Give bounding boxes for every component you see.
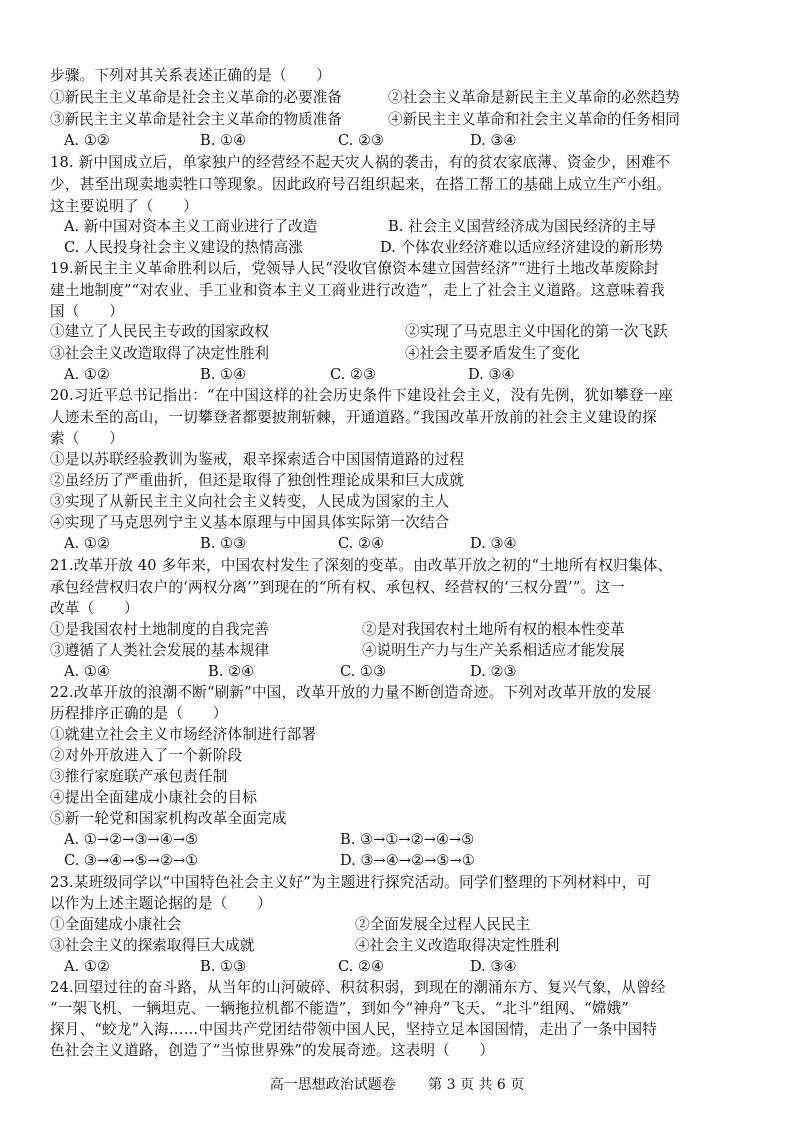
q17-choice-d: D. ③④ <box>470 132 517 149</box>
q23-opt4: ④社会主义改造取得决定性胜利 <box>355 937 560 954</box>
q21-line3: 改革（ ） <box>50 600 139 617</box>
q20-choice-b: B. ①③ <box>200 535 247 552</box>
q20-choice-c: C. ②④ <box>338 535 385 552</box>
q21-opt2: ②是对我国农村土地所有权的根本性变革 <box>362 621 625 638</box>
q17-opt4: ④新民主主义革命和社会主义革命的任务相同 <box>388 111 680 128</box>
q20-choice-a: A. ①② <box>64 535 110 552</box>
q24-line1: 24.回望过往的奋斗路，从当年的山河破碎、积贫积弱，到现在的潮涌东方、复兴气象，从曾经 <box>50 979 666 996</box>
q17-opt2: ②社会主义革命是新民主主义革命的必然趋势 <box>388 89 680 106</box>
q22-opt3: ③推行家庭联产承包责任制 <box>50 768 228 785</box>
q21-choice-d: D. ②③ <box>470 663 517 680</box>
q20-line1: 20.习近平总书记指出：“在中国这样的社会历史条件下建设社会主义，没有先例，犹如攀登一座 <box>50 387 674 404</box>
q19-opt4: ④社会主要矛盾发生了变化 <box>405 345 581 362</box>
q23-line1: 23.某班级同学以“中国特色社会主义好”为主题进行探究活动。同学们整理的下列材料中，可 <box>50 874 652 891</box>
footer-page-number: 第 3 页 共 6 页 <box>428 1077 525 1093</box>
q18-choice-c: C. 人民投身社会主义建设的热情高涨 <box>64 239 303 256</box>
q22-opt4: ④提出全面建成小康社会的目标 <box>50 789 258 806</box>
q23-opt2: ②全面发展全过程人民民主 <box>355 916 531 933</box>
q23-choice-a: A. ①② <box>64 958 110 975</box>
q23-opt1: ①全面建成小康社会 <box>50 916 182 933</box>
q17-choice-c: C. ②③ <box>338 132 385 149</box>
q23-choice-c: C. ②④ <box>338 958 385 975</box>
q22-choice-b: B. ③→①→②→④→⑤ <box>340 831 475 848</box>
q19-opt3: ③社会主义改造取得了决定性胜利 <box>50 345 269 362</box>
q20-opt4: ④实现了马克思列宁主义基本原理与中国具体实际第一次结合 <box>50 514 450 531</box>
q20-line3: 索（ ） <box>50 430 124 447</box>
q19-line3: 国（ ） <box>50 303 124 320</box>
q21-line1: 21.改革开放 40 多年来，中国农村发生了深刻的变革。由改革开放之初的“土地所有权归集体、 <box>50 557 673 574</box>
q20-opt3: ③实现了从新民主主义向社会主义转变，人民成为国家的主人 <box>50 493 450 510</box>
q24-line4: 色社会主义道路，创造了“当惊世界殊”的发展奇迹。这表明（ ） <box>50 1042 495 1059</box>
q17-opt1: ①新民主主义革命是社会主义革命的必要准备 <box>50 89 342 106</box>
page-footer <box>0 1074 794 1094</box>
q19-choice-d: D. ③④ <box>468 366 515 383</box>
q20-opt1: ①是以苏联经验教训为鉴戒，艰辛探索适合中国国情道路的过程 <box>50 451 465 468</box>
q23-choice-d: D. ③④ <box>470 958 517 975</box>
q18-line2: 少，甚至出现卖地卖牲口等现象。因此政府号召组织起来，在搭工帮工的基础上成立生产小组。 <box>50 176 672 193</box>
q23-line2: 以作为上述主题论据的是（ ） <box>50 895 272 912</box>
q21-choice-a: A. ①④ <box>64 663 110 680</box>
q17-opt3: ③新民主主义革命是社会主义革命的物质准备 <box>50 111 342 128</box>
q18-choice-b: B. 社会主义国营经济成为国民经济的主导 <box>388 218 657 235</box>
q19-choice-b: B. ①④ <box>200 366 247 383</box>
q21-choice-b: B. ②④ <box>208 663 255 680</box>
q24-line2: “一架飞机、一辆坦克、一辆拖拉机都不能造”，到如今“神舟”飞天、“北斗”组网、“嫦娥” <box>50 1000 630 1017</box>
q22-opt1: ①就建立社会主义市场经济体制进行部署 <box>50 726 317 743</box>
q17-choice-b: B. ①④ <box>200 132 247 149</box>
q21-choice-c: C. ①③ <box>340 663 387 680</box>
q23-choice-b: B. ①③ <box>200 958 247 975</box>
q19-line2: 建土地制度”“对农业、手工业和资本主义工商业进行改造”，走上了社会主义道路。这意味着我 <box>50 282 665 299</box>
q18-choice-a: A. 新中国对资本主义工商业进行了改造 <box>64 218 318 235</box>
q21-opt1: ①是我国农村土地制度的自我完善 <box>50 621 269 638</box>
q22-opt5: ⑤新一轮党和国家机构改革全面完成 <box>50 810 287 827</box>
q19-choice-a: A. ①② <box>64 366 110 383</box>
q22-choice-a: A. ①→②→③→④→⑤ <box>64 831 199 848</box>
q22-choice-d: D. ③→④→②→⑤→① <box>340 852 475 869</box>
q24-line3: 探月、“蛟龙”入海……中国共产党团结带领中国人民，坚持立足本国国情，走出了一条中国特 <box>50 1021 658 1038</box>
q22-line2: 历程排序正确的是（ ） <box>50 705 228 722</box>
q18-line3: 这主要说明了（ ） <box>50 198 198 215</box>
footer-exam-title: 高一思想政治试题卷 <box>269 1077 396 1093</box>
q21-opt3: ③遵循了人类社会发展的基本规律 <box>50 642 269 659</box>
q22-choice-c: C. ③→④→⑤→②→① <box>64 852 199 869</box>
q20-choice-d: D. ③④ <box>470 535 517 552</box>
q21-line2: 承包经营权归农户的‘两权分离’”到现在的“所有权、承包权、经营权的‘三权分置’”。这一 <box>50 579 625 596</box>
q19-choice-c: C. ②③ <box>330 366 377 383</box>
q17-choice-a: A. ①② <box>64 132 110 149</box>
q19-opt2: ②实现了马克思主义中国化的第一次飞跃 <box>405 323 668 340</box>
q19-line1: 19.新民主主义革命胜利以后，党领导人民“没收官僚资本建立国营经济”“进行土地改革废除封 <box>50 260 659 277</box>
q22-line1: 22.改革开放的浪潮不断“刷新”中国，改革开放的力量不断创造奇迹。下列对改革开放的发展 <box>50 684 652 701</box>
q20-line2: 人迹未至的高山，一切攀登者都要披荆斩棘，开通道路。”我国改革开放前的社会主义建设的探 <box>50 409 657 426</box>
q23-opt3: ③社会主义的探索取得巨大成就 <box>50 937 255 954</box>
q18-choice-d: D. 个体农业经济难以适应经济建设的新形势 <box>380 239 664 256</box>
q21-opt4: ④说明生产力与生产关系相适应才能发展 <box>362 642 625 659</box>
q22-opt2: ②对外开放进入了一个新阶段 <box>50 747 243 764</box>
q19-opt1: ①建立了人民民主专政的国家政权 <box>50 323 269 340</box>
q20-opt2: ②虽经历了严重曲折，但还是取得了独创性理论成果和巨大成就 <box>50 472 465 489</box>
q17-stem: 步骤。下列对其关系表述正确的是（ ） <box>50 67 332 84</box>
q18-line1: 18. 新中国成立后，单家独户的经营经不起天灾人祸的袭击，有的贫农家底薄、资金少，困难不 <box>50 154 671 171</box>
